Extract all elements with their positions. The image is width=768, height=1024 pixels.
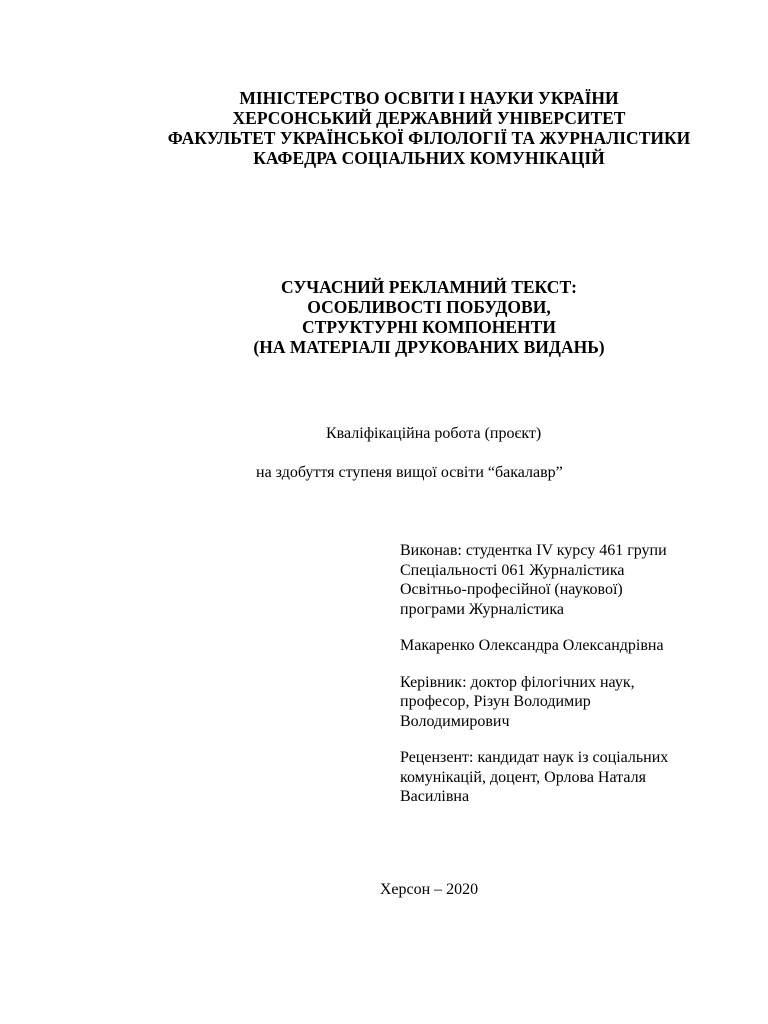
city-year: Херсон – 2020 [379, 881, 479, 898]
ministry-name: МІНІСТЕРСТВО ОСВІТИ І НАУКИ УКРАЇНИ [239, 88, 619, 108]
reviewer-details [400, 748, 740, 807]
author-name: Макаренко Олександра Олександрівна [400, 637, 664, 654]
author-info-block [400, 541, 740, 807]
supervisor-line-1: Керівник: доктор філогічних наук, [400, 673, 635, 691]
supervisor-line-2: професор, Різун Володимир [400, 693, 591, 710]
supervisor-line-3: Володимирович [400, 712, 510, 730]
author-details-line-1: Виконав: студентка IV курсу 461 групи [400, 542, 667, 559]
reviewer-line-3: Василівна [400, 788, 470, 805]
reviewer-line-1: Рецензент: кандидат наук із соціальних [400, 749, 669, 766]
author-details [400, 541, 740, 619]
author-details-line-3: Освітньо-професійної (наукової) [400, 581, 623, 598]
institution-header [0, 88, 768, 168]
title-line-2: ОСОБЛИВОСТІ ПОБУДОВИ, [307, 297, 551, 317]
title-line-4: (НА МАТЕРІАЛІ ДРУКОВАНИХ ВИДАНЬ) [253, 337, 605, 357]
author-details-line-4: програми Журналістика [400, 600, 564, 618]
degree-line: на здобуття ступеня вищої освіти “бакалавр” [256, 464, 563, 481]
reviewer-line-2: комунікацій, доцент, Орлова Наталя [400, 768, 646, 786]
university-name: ХЕРСОНСЬКИЙ ДЕРЖАВНИЙ УНІВЕРСИТЕТ [232, 108, 626, 128]
department-name: КАФЕДРА СОЦІАЛЬНИХ КОМУНІКАЦІЙ [253, 148, 605, 168]
thesis-title [0, 277, 768, 357]
title-line-1: СУЧАСНИЙ РЕКЛАМНИЙ ТЕКСТ: [281, 277, 577, 297]
faculty-name: ФАКУЛЬТЕТ УКРАЇНСЬКОЇ ФІЛОЛОГІЇ ТА ЖУРНАЛІСТИКИ [167, 128, 691, 148]
title-line-3: СТРУКТУРНІ КОМПОНЕНТИ [302, 317, 556, 337]
supervisor-details [400, 673, 740, 732]
author-details-line-2: Спеціальності 061 Журналістика [400, 561, 625, 579]
work-type: Кваліфікаційна робота (проєкт) [326, 425, 542, 442]
